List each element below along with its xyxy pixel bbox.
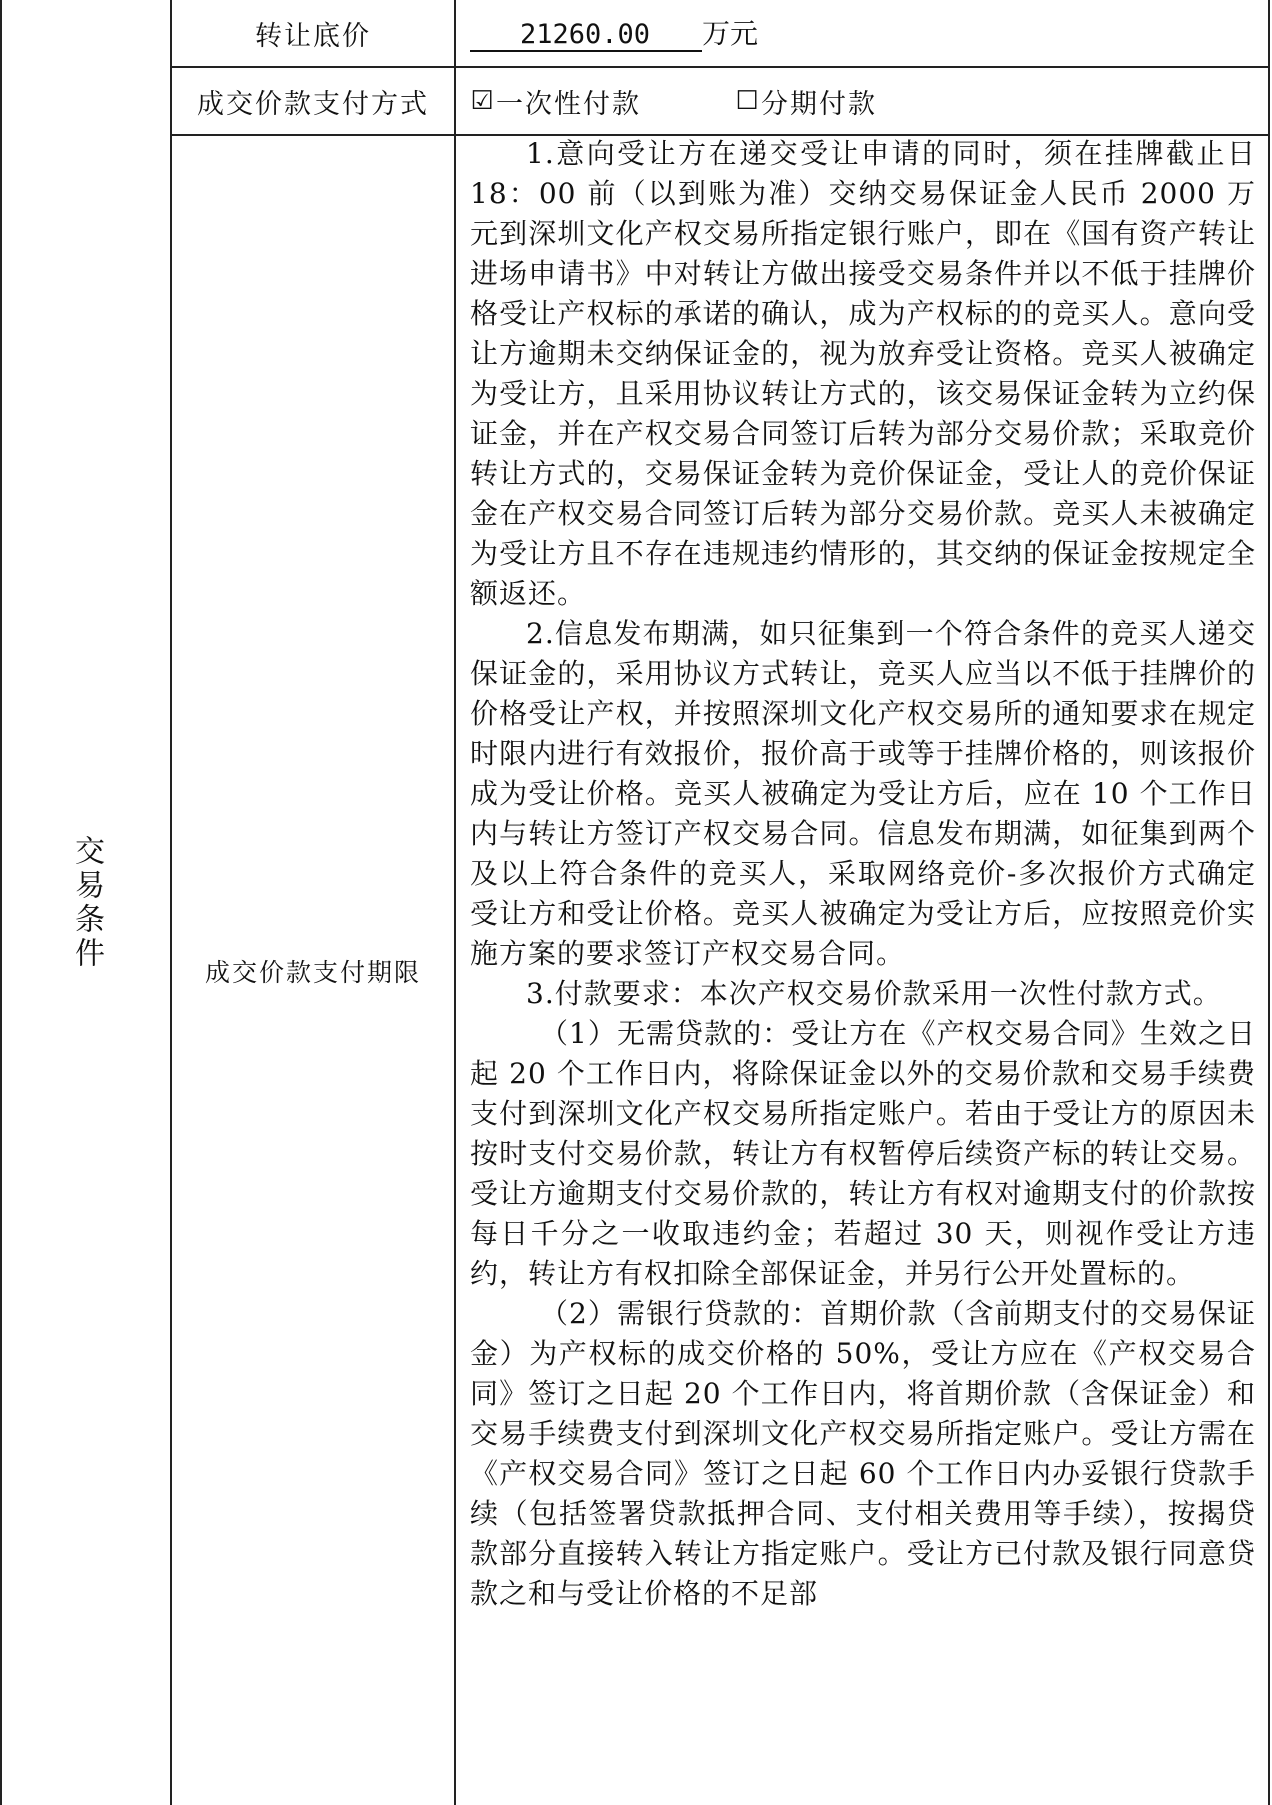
option-installment[interactable] [735,82,877,121]
payment-terms-text [470,134,1256,1614]
term-paragraph-2: 2.信息发布期满，如只征集到一个符合条件的竞买人递交保证金的，采用协议方式转让，竞买人应当以不低于挂牌价的价格受让产权，并按照深圳文化产权交易所的通知要求在规定时限内进行有效报价，报价高于或等于挂牌价格的，则该报价成为受让价格。竞买人被确定为受让方后，应在 10 个工作日内与转让方签订产权交易合同。信息发布期满，如征集到两个及以上符合条件的竞买人，采取网络竞价-多次报价方式确定受让方和受让价格。竞买人被确定为受让方后，应按照竞价实施方案的要求签订产权交易合同。 [470,617,1256,970]
base-price-field [470,12,758,52]
term-paragraph-4: （1）无需贷款的：受让方在《产权交易合同》生效之日起 20 个工作日内，将除保证金以外的交易价款和交易手续费支付到深圳文化产权交易所指定账户。若由于受让方的原因未按时支付交易价款，转让方有权暂停后续资产标的转让交易。受让方逾期支付交易价款的，转让方有权对逾期支付的价款按每日千分之一收取违约金；若超过 30 天，则视作受让方违约，转让方有权扣除全部保证金，并另行公开处置标的。 [470,1017,1256,1290]
term-paragraph-1: 1.意向受让方在递交受让申请的同时，须在挂牌截止日 18：00 前（以到账为准）交纳交易保证金人民币 2000 万元到深圳文化产权交易所指定银行账户，即在《国有资产转让进场申请书》中对转让方做出接受交易条件并以不低于挂牌价格受让产权标的承诺的确认，成为产权标的的竞买人。意向受让方逾期未交纳保证金的，视为放弃受让资格。竞买人被确定为受让方，且采用协议转让方式的，该交易保证金转为立约保证金，并在产权交易合同签订后转为部分交易价款；采取竞价转让方式的，交易保证金转为竞价保证金，受让人的竞价保证金在产权交易合同签订后转为部分交易价款。竞买人未被确定为受让方且不存在违规违约情形的，其交纳的保证金按规定全额返还。 [470,137,1256,610]
base-price-label-cell [172,0,454,66]
table-border-right [1268,0,1270,1805]
option-lump-sum[interactable] [470,82,641,121]
checkbox-unchecked-icon[interactable]: ☐ [735,85,759,116]
payment-term-label-cell [172,136,454,1805]
checkbox-checked-icon[interactable]: ☑ [470,85,494,116]
section-label-cell [0,0,172,1805]
section-label: 交易条件 [69,834,104,971]
payment-method-options [470,82,877,121]
payment-term-label: 成交价款支付期限 [204,957,421,987]
term-paragraph-3: 3.付款要求：本次产权交易价款采用一次性付款方式。 [526,977,1222,1010]
payment-method-label: 成交价款支付方式 [197,88,429,120]
base-price-value: 21260.00 [470,19,702,52]
option-lump-sum-label: 一次性付款 [496,89,641,120]
column-divider-2 [454,0,456,1805]
base-price-label: 转让底价 [255,20,371,52]
base-price-unit: 万元 [702,17,759,50]
payment-method-label-cell [172,68,454,134]
option-installment-label: 分期付款 [761,89,877,120]
term-paragraph-5: （2）需银行贷款的：首期价款（含前期支付的交易保证金）为产权标的成交价格的 50%，受让方应在《产权交易合同》签订之日起 20 个工作日内，将首期价款（含保证金）和交易手续费支付到深圳文化产权交易所指定账户。受让方需在《产权交易合同》签订之日起 60 个工作日内办妥银行贷款手续（包括签署贷款抵押合同、支付相关费用等手续），按揭贷款部分直接转入转让方指定账户。受让方已付款及银行同意贷款之和与受让价格的不足部 [470,1297,1256,1610]
